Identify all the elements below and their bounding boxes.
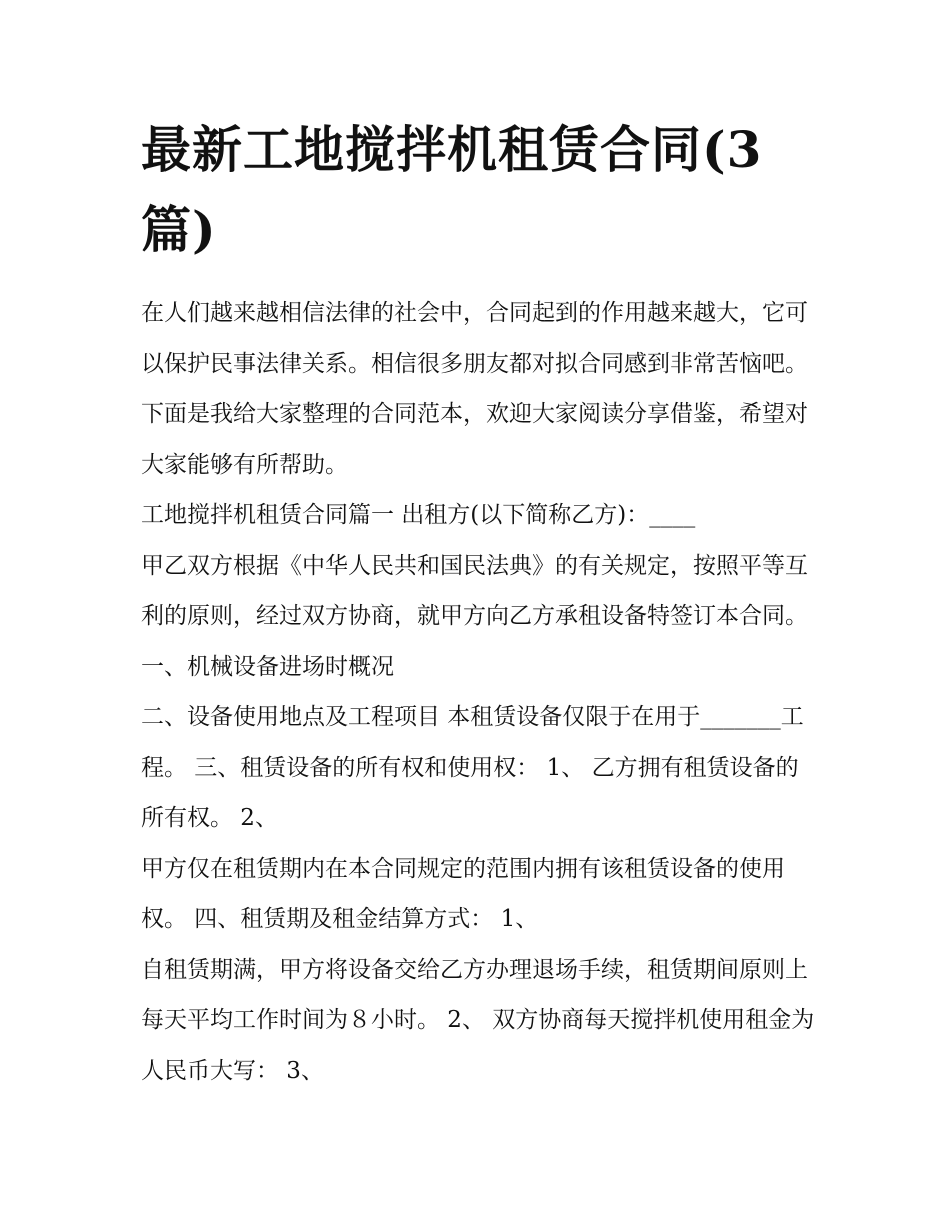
section-heading-paragraph: 工地搅拌机租赁合同篇一 出租方(以下简称乙方)：____ [141, 502, 696, 528]
document-title: 最新工地搅拌机租赁合同(3篇) [141, 120, 763, 259]
document-body [141, 288, 816, 1096]
intro-paragraph: 在人们越来越相信法律的社会中，合同起到的作用越来越大，它可以保护民事法律关系。相信很多朋友都对拟合同感到非常苦恼吧。下面是我给大家整理的合同范本，欢迎大家阅读分享借鉴，希望对大家能够有所帮助。 [141, 300, 808, 478]
contract-basis-paragraph: 甲乙双方根据《中华人民共和国民法典》的有关规定，按照平等互利的原则，经过双方协商，就甲方向乙方承租设备特签订本合同。 一、机械设备进场时概况 [141, 552, 816, 680]
lease-term-paragraph: 自租赁期满，甲方将设备交给乙方办理退场手续，租赁期间原则上每天平均工作时间为８小时。 2、 双方协商每天搅拌机使用租金为人民币大写： 3、 [141, 956, 815, 1084]
document-page [141, 110, 816, 1096]
usage-right-paragraph: 甲方仅在租赁期内在本合同规定的范围内拥有该租赁设备的使用权。 四、租赁期及租金结算方式： 1、 [141, 855, 785, 932]
usage-location-paragraph: 二、设备使用地点及工程项目 本租赁设备仅限于在用于_______工程。 三、租赁设备的所有权和使用权： 1、 乙方拥有租赁设备的所有权。 2、 [141, 704, 804, 831]
